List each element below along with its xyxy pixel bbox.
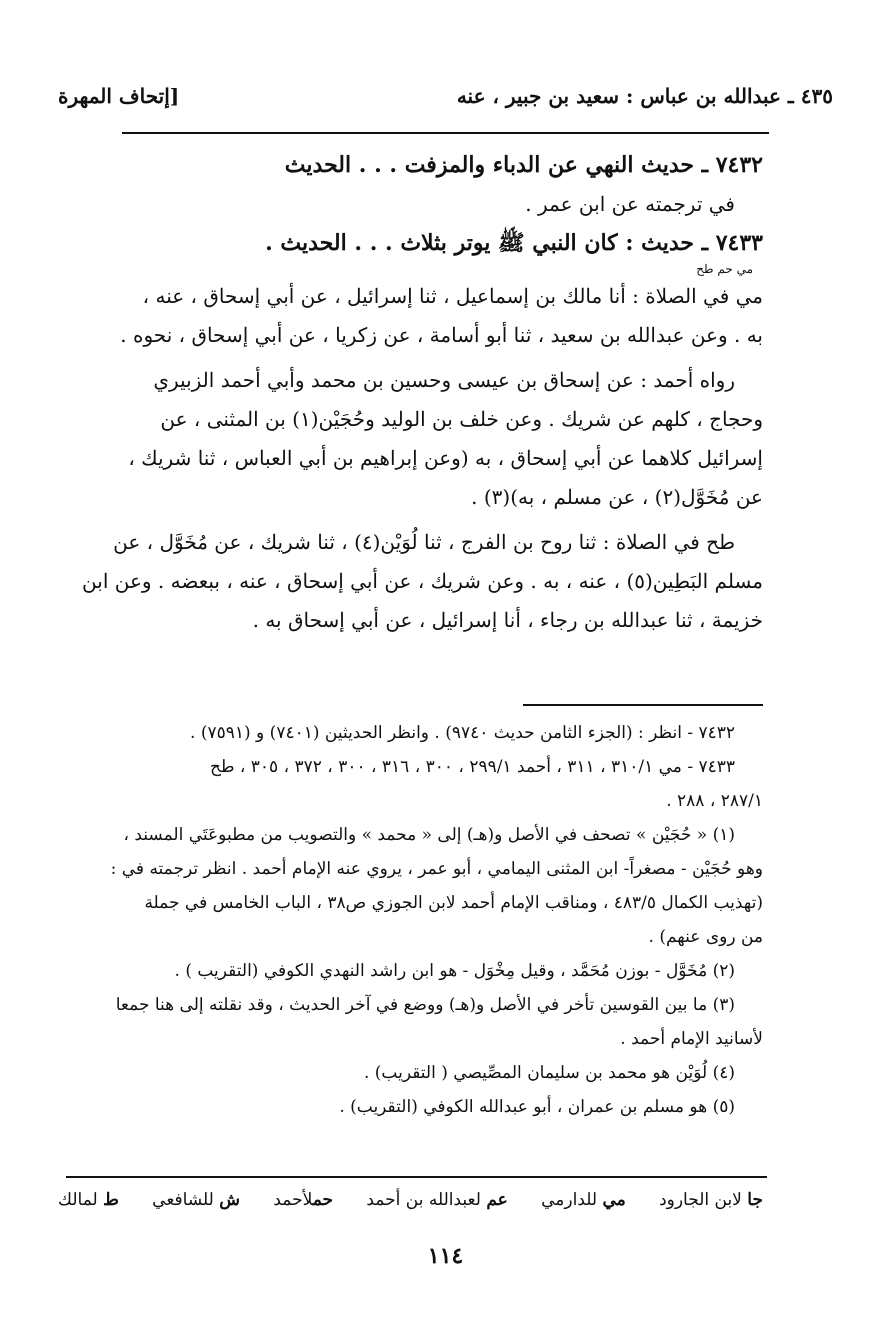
abbreviation-key bbox=[58, 1190, 763, 1210]
text-line: وحجاج ، كلهم عن شريك . وعن خلف بن الوليد وحُجَيْن(١) بن المثنى ، عن bbox=[160, 407, 763, 431]
running-header bbox=[58, 84, 833, 120]
note-line: ٧٤٣٢ - انظر : (الجزء الثامن حديث ٩٧٤٠) . وانظر الحديثين (٧٤٠١) و (٧٥٩١) . bbox=[190, 723, 735, 743]
main-text bbox=[58, 146, 763, 640]
chapter-title: ٤٣٥ ـ عبدالله بن عباس : سعيد بن جبير ، عنه bbox=[456, 84, 833, 108]
text-line: عن مُخَوَّل(٢) ، عن مسلم ، به)(٣) . bbox=[471, 485, 763, 509]
abbr-item: حملأحمد bbox=[273, 1190, 334, 1210]
hadith-7432-body: في ترجمته عن ابن عمر . bbox=[525, 192, 735, 216]
footnotes bbox=[58, 716, 763, 1124]
source-sigla: مي حم طح bbox=[696, 262, 753, 276]
text-line: مي في الصلاة : أنا مالك بن إسماعيل ، ثنا إسرائيل ، عن أبي إسحاق ، عنه ، bbox=[142, 284, 763, 308]
abbreviation-rule bbox=[66, 1176, 767, 1178]
abbr-item: ط لمالك bbox=[58, 1190, 119, 1210]
header-rule bbox=[122, 132, 769, 134]
text-line: إسرائيل كلاهما عن أبي إسحاق ، به (وعن إبراهيم بن أبي العباس ، ثنا شريك ، bbox=[128, 446, 763, 470]
note-line: من روى عنهم) . bbox=[648, 927, 763, 947]
note-line: (٣) ما بين القوسين تأخر في الأصل و(هـ) ووضع في آخر الحديث ، وقد نقلته إلى هنا جمعا bbox=[115, 995, 735, 1015]
footnote-separator bbox=[523, 704, 763, 706]
note-line: ٢٨٧/١ ، ٢٨٨ . bbox=[666, 791, 763, 811]
text-line: طح في الصلاة : ثنا روح بن الفرج ، ثنا لُوَيْن(٤) ، ثنا شريك ، عن مُخَوَّل ، عن bbox=[113, 530, 735, 554]
note-line: وهو حُجَيْن - مصغراً- ابن المثنى اليمامي ، أبو عمر ، يروي عنه الإمام أحمد . انظر ترجمته في : bbox=[110, 859, 763, 879]
note-line: (٢) مُخَوَّل - بوزن مُحَمَّد ، وقيل مِخْوَل - هو ابن راشد النهدي الكوفي (التقريب ) . bbox=[174, 961, 735, 981]
page-number: ١١٤ bbox=[427, 1243, 464, 1269]
abbr-item: عم لعبدالله بن أحمد bbox=[366, 1190, 508, 1210]
note-line: (تهذيب الكمال ٤٨٣/٥ ، ومناقب الإمام أحمد لابن الجوزي ص٣٨ ، الباب الخامس في جملة bbox=[144, 893, 763, 913]
hadith-7432-heading: ٧٤٣٢ ـ حديث النهي عن الدباء والمزفت . . . الحديث bbox=[284, 152, 763, 178]
text-line: به . وعن عبدالله بن سعيد ، ثنا أبو أسامة ، عن زكريا ، عن أبي إسحاق ، نحوه . bbox=[120, 323, 763, 347]
note-line: (٤) لُوَيْن هو محمد بن سليمان المصِّيصي ( التقريب) . bbox=[363, 1063, 735, 1083]
book-title: [إتحاف المهرة bbox=[58, 84, 180, 108]
hadith-7433-heading: ٧٤٣٣ ـ حديث : كان النبي ﷺ يوتر بثلاث . . . الحديث . bbox=[265, 230, 763, 256]
note-line: (٥) هو مسلم بن عمران ، أبو عبدالله الكوفي (التقريب) . bbox=[339, 1097, 735, 1117]
text-line: رواه أحمد : عن إسحاق بن عيسى وحسين بن محمد وأبي أحمد الزبيري bbox=[153, 368, 735, 392]
note-line: (١) « حُجَيْن » تصحف في الأصل و(هـ) إلى « محمد » والتصويب من مطبوعَتَي المسند ، bbox=[123, 825, 735, 845]
text-line: مسلم البَطِين(٥) ، عنه ، به . وعن شريك ، عن أبي إسحاق ، عنه ، ببعضه . وعن ابن bbox=[82, 569, 763, 593]
note-line: لأسانيد الإمام أحمد . bbox=[620, 1029, 763, 1049]
text-line: خزيمة ، ثنا عبدالله بن رجاء ، أنا إسرائيل ، عن أبي إسحاق به . bbox=[252, 608, 763, 632]
abbr-item: جا لابن الجارود bbox=[659, 1190, 763, 1210]
abbr-item: مي للدارمي bbox=[541, 1190, 626, 1210]
abbr-item: ش للشافعي bbox=[152, 1190, 240, 1210]
note-line: ٧٤٣٣ - مي ٣١٠/١ ، ٣١١ ، أحمد ٢٩٩/١ ، ٣٠٠ ، ٣١٦ ، ٣٠٠ ، ٣٧٢ ، ٣٠٥ ، طح bbox=[209, 757, 735, 777]
